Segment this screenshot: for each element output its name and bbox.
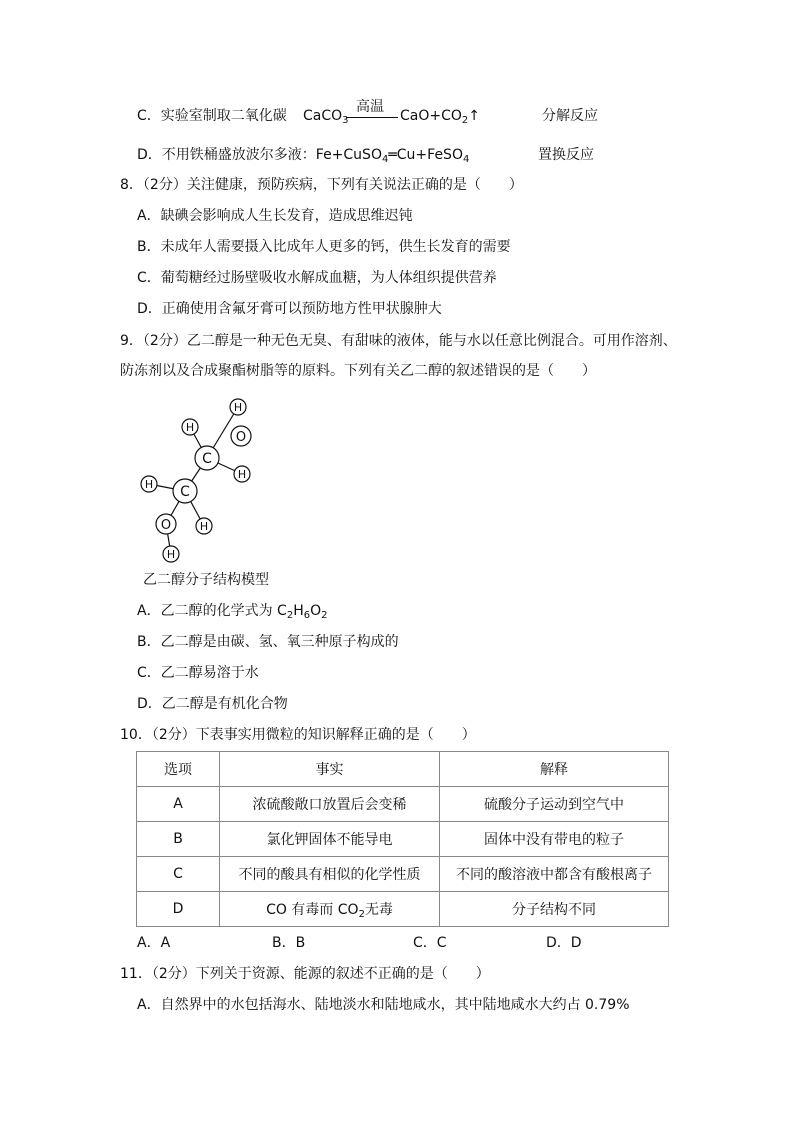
q7-option-c-type: 分解反应: [542, 108, 598, 124]
table-header-row: [137, 752, 669, 787]
q9-stem-line1: 9．（2分）乙二醇是一种无色无臭、有甜味的液体，能与水以任意比例混合。可用作溶剂、: [120, 333, 677, 349]
svg-text:H: H: [233, 401, 243, 414]
q10-stem: 10．（2分）下表事实用微粒的知识解释正确的是（ ）: [120, 727, 476, 743]
table-row: [137, 857, 669, 892]
svg-text:C: C: [180, 484, 190, 500]
q8-option-b: B．未成年人需要摄入比成年人更多的钙，供生长发育的需要: [137, 239, 511, 255]
svg-text:O: O: [235, 430, 247, 445]
q10-answer-b: B．B: [272, 935, 306, 951]
q10-table: [136, 751, 669, 927]
q7-equation-bar: [346, 117, 398, 118]
q11-option-a: A．自然界中的水包括海水、陆地淡水和陆地咸水，其中陆地咸水大约占 0.79%: [137, 997, 630, 1013]
table-row: [137, 787, 669, 822]
table-cell: 浓硫酸敞口放置后会变稀: [220, 787, 440, 822]
svg-text:H: H: [199, 520, 209, 533]
q10-answer-a: A．A: [137, 935, 171, 951]
table-cell: D: [137, 892, 220, 927]
table-cell: CO 有毒而 $CO_2$无毒: [220, 892, 440, 927]
svg-text:C: C: [202, 451, 212, 467]
q8-option-c: C．葡萄糖经过肠壁吸收水解成血糖，为人体组织提供营养: [137, 270, 497, 286]
table-header: 事实: [220, 752, 440, 787]
q10-answer-c: C．C: [413, 935, 447, 951]
q8-stem: 8．（2分）关注健康，预防疾病，下列有关说法正确的是（ ）: [120, 177, 523, 193]
q9-stem-line2: 防冻剂以及合成聚酯树脂等的原料。下列有关乙二醇的叙述错误的是（ ）: [120, 363, 596, 379]
q7-equation-products: $CaO+CO_2↑$: [400, 108, 481, 126]
table-cell: B: [137, 822, 220, 857]
q7-option-d-type: 置换反应: [538, 147, 594, 163]
q7-equation-reactant: CaCO$_3$: [303, 108, 349, 126]
table-cell: 分子结构不同: [440, 892, 669, 927]
ethylene-glycol-model: [138, 396, 258, 566]
table-cell: 不同的酸溶液中都含有酸根离子: [440, 857, 669, 892]
q7-option-d: D．不用铁桶盛放波尔多液：Fe+CuSO$_4$═Cu+FeSO$_4$: [137, 147, 470, 165]
q11-stem: 11．（2分）下列关于资源、能源的叙述不正确的是（ ）: [120, 966, 490, 982]
svg-text:H: H: [185, 421, 195, 434]
table-row: [137, 892, 669, 927]
table-cell: 不同的酸具有相似的化学性质: [220, 857, 440, 892]
svg-text:H: H: [144, 478, 154, 491]
table-cell: 氯化钾固体不能导电: [220, 822, 440, 857]
q7-option-c-prefix: C．实验室制取二氧化碳: [137, 108, 287, 124]
q9-model-caption: 乙二醇分子结构模型: [143, 572, 269, 588]
q7-option-c: [137, 106, 287, 126]
svg-text:H: H: [237, 468, 247, 481]
table-header: 解释: [440, 752, 669, 787]
table-header: 选项: [137, 752, 220, 787]
q9-option-d: D．乙二醇是有机化合物: [137, 696, 288, 712]
table-cell: C: [137, 857, 220, 892]
q8-option-d: D．正确使用含氟牙膏可以预防地方性甲状腺肿大: [137, 301, 442, 317]
q9-option-a: A．乙二醇的化学式为 $C_2H_6O_2$: [137, 603, 328, 621]
table-row: [137, 822, 669, 857]
q7-equation-condition: 高温: [356, 99, 384, 115]
q9-option-b: B．乙二醇是由碳、氢、氧三种原子构成的: [137, 634, 399, 650]
q8-option-a: A．缺碘会影响成人生长发育，造成思维迟钝: [137, 208, 413, 224]
table-cell: 硫酸分子运动到空气中: [440, 787, 669, 822]
table-cell: 固体中没有带电的粒子: [440, 822, 669, 857]
svg-text:H: H: [166, 548, 176, 561]
q10-answer-d: D．D: [546, 935, 582, 951]
q9-option-c: C．乙二醇易溶于水: [137, 665, 259, 681]
svg-text:O: O: [160, 518, 172, 533]
table-cell: A: [137, 787, 220, 822]
